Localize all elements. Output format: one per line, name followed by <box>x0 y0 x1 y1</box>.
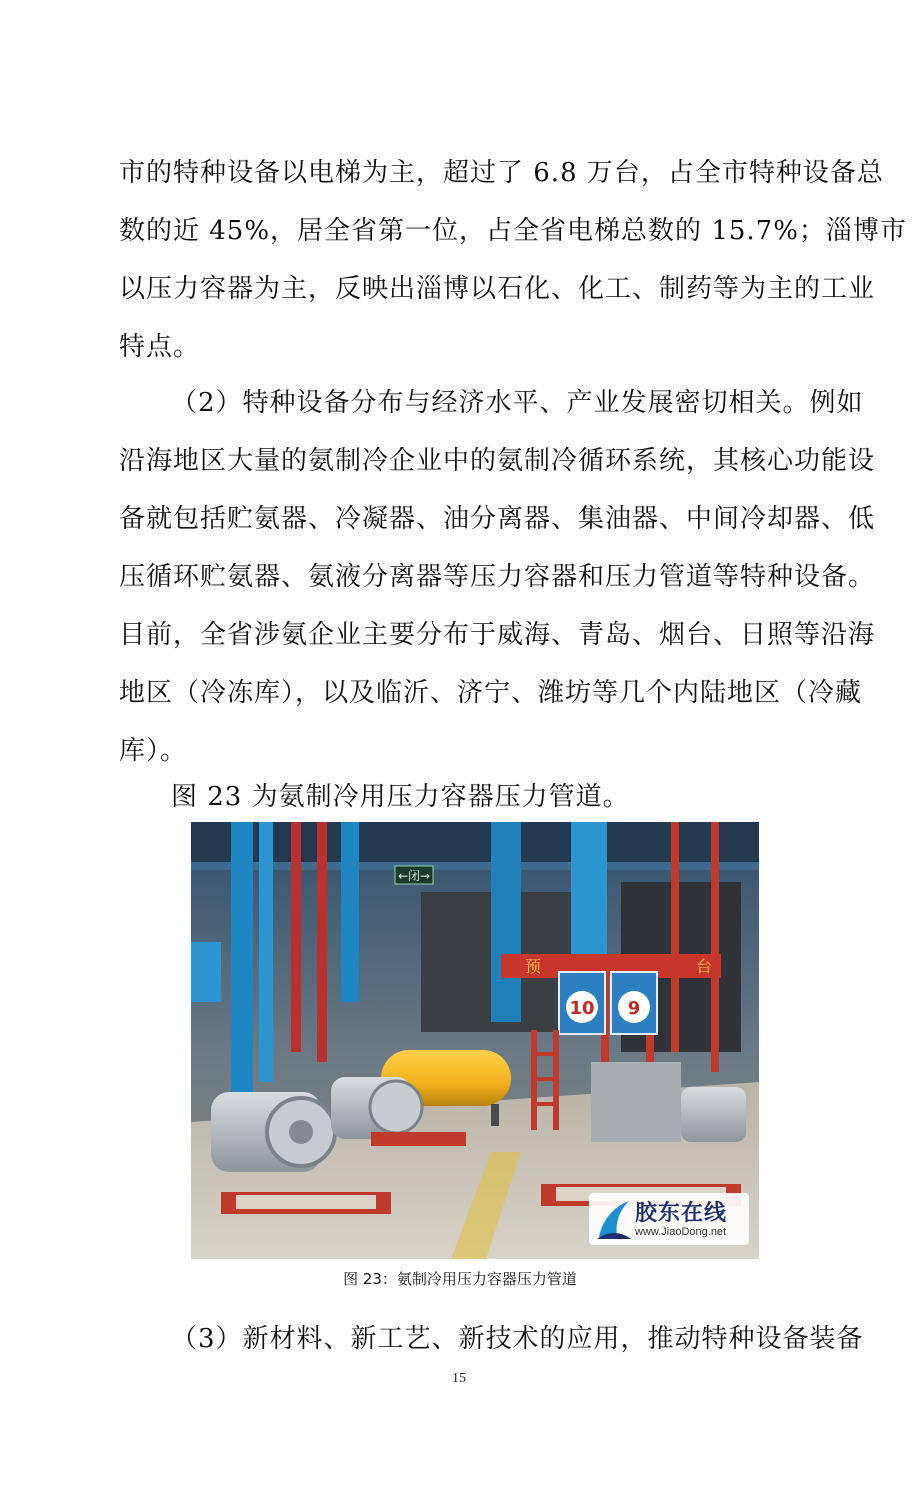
jiaodong-logo-icon <box>593 1197 633 1241</box>
paragraph-1-line: 数的近 45%，居全省第一位，占全省电梯总数的 15.7%；淄博市 <box>119 216 907 246</box>
paragraph-2-line: 备就包括贮氨器、冷凝器、油分离器、集油器、中间冷却器、低 <box>119 504 876 534</box>
paragraph-4-line: （3）新材料、新工艺、新技术的应用，推动特种设备装备 <box>171 1324 864 1354</box>
paragraph-2-line: 地区（冷冻库），以及临沂、济宁、潍坊等几个内陆地区（冷藏 <box>119 678 863 708</box>
paragraph-1-line: 市的特种设备以电梯为主，超过了 6.8 万台，占全市特种设备总 <box>119 158 884 188</box>
paragraph-1-line: 以压力容器为主，反映出淄博以石化、化工、制药等为主的工业 <box>119 274 876 304</box>
paragraph-1 <box>119 144 907 376</box>
paragraph-2-line: 库）。 <box>119 736 188 766</box>
paragraph-1-line: 特点。 <box>119 332 201 362</box>
jiaodong-watermark <box>589 1193 749 1245</box>
watermark-title: 胶东在线 <box>635 1201 728 1226</box>
figure-photo <box>191 822 759 1259</box>
tank-number-left: 10 <box>569 998 595 1019</box>
watermark-url: www.JiaoDong.net <box>635 1226 727 1238</box>
paragraph-2 <box>119 374 876 780</box>
paragraph-2-line: （2）特种设备分布与经济水平、产业发展密切相关。例如 <box>171 388 864 418</box>
paragraph-3 <box>119 768 801 826</box>
banner-right-text: 台 <box>696 957 713 976</box>
page-number: 15 <box>452 1371 466 1386</box>
tank-number-right: 9 <box>627 998 641 1019</box>
figure-caption: 图 23：氨制冷用压力容器压力管道 <box>343 1270 577 1288</box>
paragraph-2-line: 压循环贮氨器、氨液分离器等压力容器和压力管道等特种设备。 <box>119 562 876 592</box>
banner-left-text: 预 <box>525 957 542 976</box>
paragraph-4 <box>119 1310 864 1368</box>
paragraph-2-line: 目前，全省涉氨企业主要分布于威海、青岛、烟台、日照等沿海 <box>119 620 876 650</box>
paragraph-2-line: 沿海地区大量的氨制冷企业中的氨制冷循环系统，其核心功能设 <box>119 446 876 476</box>
paragraph-3-line: 图 23 为氨制冷用压力容器压力管道。 <box>171 782 630 812</box>
exit-sign-text: ←闭→ <box>397 869 431 883</box>
